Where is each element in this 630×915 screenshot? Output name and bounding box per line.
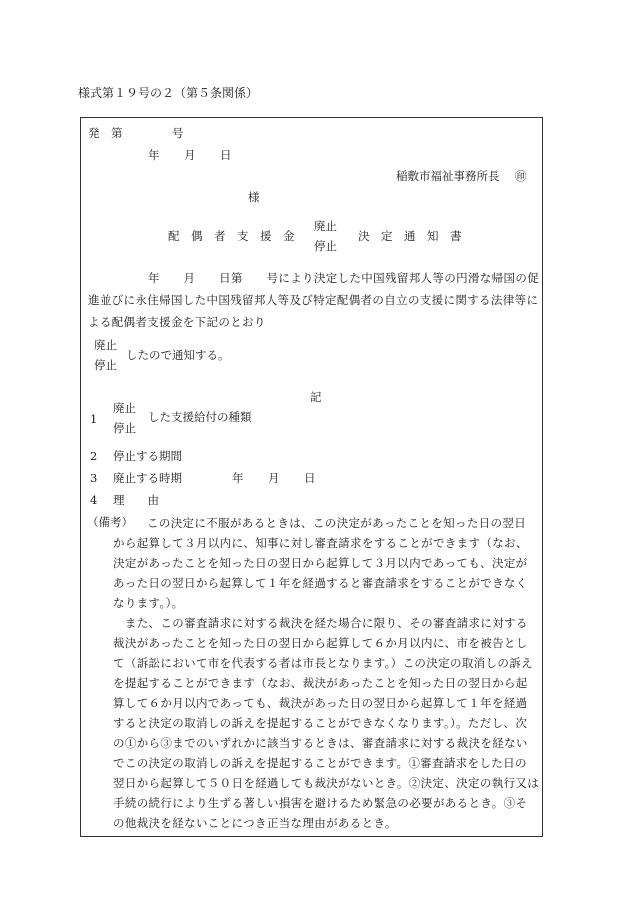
form-number: 様式第１９号の２（第５条関係）: [78, 86, 259, 100]
remarks-line: でこの決定の取消しの訴えを提起することができます。①審査請求をした日の: [113, 756, 527, 770]
item-2-number: 2: [90, 449, 98, 463]
header-month: 月: [184, 148, 196, 162]
item-3-month: 月: [268, 471, 280, 485]
item-1-choice: [113, 398, 136, 438]
item-1-choice-abolish: 廃止: [113, 401, 136, 415]
header-day: 日: [220, 148, 232, 162]
item-3-label: 廃止する時期: [113, 471, 182, 485]
title-choice-suspend: 停止: [314, 239, 337, 253]
notice-choice: [94, 335, 117, 375]
remarks-label: （備考）: [87, 515, 133, 529]
issuer-name: 稲敷市福祉事務所長: [396, 169, 500, 183]
issue-number-label: 発 第: [88, 126, 123, 140]
item-1-label: した支援給付の種類: [148, 410, 252, 424]
remarks-line: なります。）。: [113, 596, 184, 610]
notice-choice-suspend: 停止: [94, 358, 117, 372]
remarks-line: 裁決があったことを知った日の翌日から起算して６か月以内に、市を被告とし: [113, 636, 528, 650]
item-3-year: 年: [232, 471, 244, 485]
item-4-number: 4: [90, 493, 98, 507]
title-choice: [314, 216, 337, 256]
item-3-number: 3: [90, 471, 98, 485]
remarks-line: この決定に不服があるときは、この決定があったことを知った日の翌日: [147, 516, 527, 530]
item-3-day: 日: [304, 471, 316, 485]
seal-mark: ㊞: [515, 169, 527, 183]
remarks-line: から起算して３月以内に、知事に対し審査請求をすることができます（なお、: [113, 536, 528, 550]
ki-heading: 記: [310, 390, 322, 404]
remarks-line: また、この審査請求に対する裁決を経た場合に限り、その審査請求に対する: [113, 616, 528, 630]
remarks-line: を提起することができます（なお、裁決があったことを知った日の翌日から起: [113, 676, 528, 690]
remarks-line: あった日の翌日から起算して１年を経過すると審査請求をすることができなく: [113, 576, 528, 590]
header-year: 年: [148, 148, 160, 162]
remarks-line: すると決定の取消しの訴えを提起することができなくなります。）。ただし、次: [113, 716, 528, 730]
item-1-choice-suspend: 停止: [113, 421, 136, 435]
remarks-line: の他裁決を経ないことにつき正当な理由があるとき。: [113, 816, 397, 830]
intro-line-1: 年 月 日第 号により決定した中国残留邦人等の円滑な帰国の促: [148, 271, 540, 285]
remarks-line: 算して６か月以内であっても、裁決があった日の翌日から起算して１年を経過: [113, 696, 528, 710]
remarks-line: 決定があったことを知った日の翌日から起算して３月以内であっても、決定が: [113, 556, 528, 570]
intro-line-2: 進並びに永住帰国した中国残留邦人等及び特定配偶者の自立の支援に関する法律等に: [88, 293, 539, 307]
notice-choice-abolish: 廃止: [94, 338, 117, 352]
remarks-line: 手続の続行により生ずる著しい損害を避けるため緊急の必要があるとき。③そ: [113, 796, 528, 810]
intro-line-3: よる配偶者支援金を下記のとおり: [88, 315, 266, 329]
item-1-number: 1: [90, 412, 98, 426]
document-title-suffix: 決 定 通 知 書: [358, 229, 462, 243]
remarks-line: て（訴訟において市を代表する者は市長となります。）この決定の取消しの訴え: [113, 656, 533, 670]
remarks-line: 翌日から起算して５０日を経過しても裁決がないとき。②決定、決定の執行又は: [113, 776, 540, 790]
item-4-label: 理 由: [113, 493, 159, 507]
issue-number-suffix: 号: [172, 126, 184, 140]
item-2-label: 停止する期間: [113, 449, 182, 463]
title-choice-abolish: 廃止: [314, 219, 337, 233]
addressee-honorific: 様: [248, 190, 260, 204]
notice-text: したので通知する。: [126, 348, 230, 362]
remarks-line: の①から③までのいずれかに該当するときは、審査請求に対する裁決を経ない: [113, 736, 528, 750]
document-title-prefix: 配 偶 者 支 援 金: [168, 229, 295, 243]
